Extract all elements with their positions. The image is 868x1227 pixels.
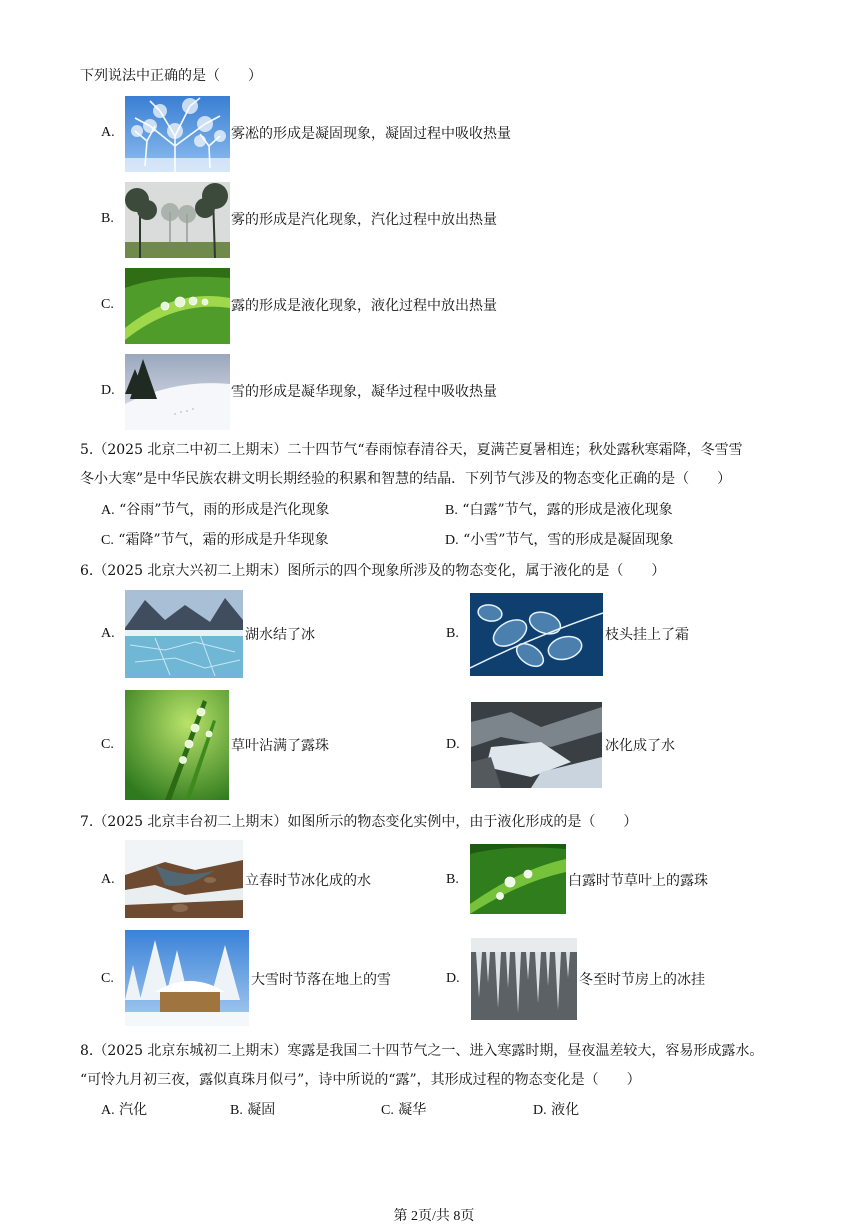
q7-option-d-text: 冬至时节房上的冰挂 [579, 972, 705, 988]
q8-option-a: A. 汽化 [101, 1102, 148, 1118]
q7-option-a-label: A. [101, 872, 115, 887]
q5-stem-line-1: 5.（2025 北京二中初二上期末）二十四节气“春雨惊春清谷天，夏满芒夏暑相连；秋处露秋寒霜降，冬雪雪 [80, 442, 743, 458]
q7-option-b-label: B. [446, 872, 459, 887]
q6-option-b-label: B. [446, 626, 459, 641]
q4-option-c-text: 露的形成是液化现象，液化过程中放出热量 [231, 298, 497, 314]
q7-stem: 7.（2025 北京丰台初二上期末）如图所示的物态变化实例中，由于液化形成的是（ ） [80, 814, 638, 830]
dew-grass-image [125, 690, 229, 800]
q4-option-a-label: A. [101, 125, 115, 140]
q6-option-a-text: 湖水结了冰 [245, 627, 315, 643]
dew-leaf-image [125, 268, 230, 344]
q6-option-a-label: A. [101, 626, 115, 641]
frozen-lake-image [125, 590, 243, 678]
q6-stem: 6.（2025 北京大兴初二上期末）图所示的四个现象所涉及的物态变化，属于液化的是（ ） [80, 563, 666, 579]
q4-option-d-text: 雪的形成是凝华现象，凝华过程中吸收热量 [231, 384, 497, 400]
q7-option-b-text: 白露时节草叶上的露珠 [568, 873, 708, 889]
frost-leaves-image [470, 593, 603, 676]
q7-option-c-label: C. [101, 971, 114, 986]
q8-stem-line-2: “可怜九月初三夜，露似真珠月似弓”，诗中所说的“露”，其形成过程的物态变化是（ ） [80, 1072, 641, 1088]
melting-ice-image [471, 702, 602, 788]
dew-drops-image [470, 844, 566, 914]
q6-option-b-text: 枝头挂上了霜 [605, 627, 689, 643]
q8-option-d: D. 液化 [533, 1102, 580, 1118]
foggy-trees-image [125, 182, 230, 258]
q7-option-a-text: 立春时节冰化成的水 [245, 873, 371, 889]
q4-stem: 下列说法中正确的是（ ） [80, 68, 262, 84]
q8-option-b: B. 凝固 [230, 1102, 276, 1118]
q4-option-d-label: D. [101, 383, 115, 398]
q8-stem-line-1: 8.（2025 北京东城初二上期末）寒露是我国二十四节气之一、进入寒露时期，昼夜温差较大，容易形成露水。 [80, 1043, 764, 1059]
icicles-image [471, 938, 577, 1020]
q6-option-d-label: D. [446, 737, 460, 752]
q7-option-d-label: D. [446, 971, 460, 986]
q6-option-c-text: 草叶沾满了露珠 [231, 738, 329, 754]
q4-option-c-label: C. [101, 297, 114, 312]
q4-option-b-label: B. [101, 211, 114, 226]
q4-option-b-text: 雾的形成是汽化现象，汽化过程中放出热量 [231, 212, 497, 228]
spring-stream-image [125, 840, 243, 918]
q5-option-c: C. “霜降”节气，霜的形成是升华现象 [101, 532, 329, 548]
frosted-tree-image [125, 96, 230, 172]
q5-option-b: B. “白露”节气，露的形成是液化现象 [445, 502, 673, 518]
q7-option-c-text: 大雪时节落在地上的雪 [251, 972, 391, 988]
snow-field-image [125, 354, 230, 430]
q5-option-a: A. “谷雨”节气，雨的形成是汽化现象 [101, 502, 330, 518]
q4-option-a-text: 雾凇的形成是凝固现象，凝固过程中吸收热量 [231, 126, 511, 142]
q5-stem-line-2: 冬小大寒”是中华民族农耕文明长期经验的积累和智慧的结晶．下列节气涉及的物态变化正确的是（ ） [80, 471, 732, 487]
snow-hut-image [125, 930, 249, 1026]
page-number: 第 2页/共 8页 [393, 1209, 475, 1224]
q5-option-d: D. “小雪”节气，雪的形成是凝固现象 [445, 532, 674, 548]
q8-option-c: C. 凝华 [381, 1102, 427, 1118]
q6-option-c-label: C. [101, 737, 114, 752]
q6-option-d-text: 冰化成了水 [605, 738, 675, 754]
